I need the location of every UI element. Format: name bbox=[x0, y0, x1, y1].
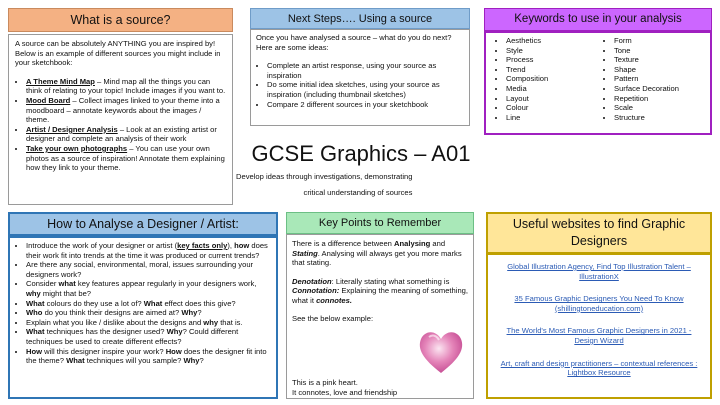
keyword-item: • Tone bbox=[614, 46, 706, 56]
keyword-item: • Colour bbox=[506, 103, 598, 113]
list-item: • Complete an artist response, using your source as inspiration bbox=[267, 61, 464, 80]
keyword-item: • Texture bbox=[614, 55, 706, 65]
keyword-item: • Scale bbox=[614, 103, 706, 113]
source-panel bbox=[8, 34, 233, 205]
keywords-list-left bbox=[490, 36, 598, 122]
keyword-item: • Form bbox=[614, 36, 706, 46]
analyse-item: • What techniques has the designer used? Why? Could different techniques be used to create different effects? bbox=[26, 327, 271, 346]
website-link-illustrationx[interactable]: Global Illustration Agency, Find Top Illustration Talent – IllustrationX bbox=[507, 262, 691, 281]
next-steps-list bbox=[256, 61, 464, 109]
analyse-item: • Consider what key features appear regularly in your designers work, why might that be? bbox=[26, 279, 271, 298]
next-steps-intro: Once you have analysed a source – what do you do next? Here are some ideas: bbox=[256, 33, 452, 52]
next-steps-header bbox=[250, 8, 470, 29]
subtitle-line-2: critical understanding of sources bbox=[303, 188, 413, 197]
analyse-item: • Are there any social, environmental, moral, issues surrounding your designers work? bbox=[26, 260, 271, 279]
website-link-design-wizard[interactable]: The World's Most Famous Graphic Designers in 2021 - Design Wizard bbox=[506, 326, 692, 345]
websites-header bbox=[486, 212, 712, 254]
keyword-item: • Trend bbox=[506, 65, 598, 75]
next-steps-panel bbox=[250, 29, 470, 126]
list-item: • Take your own photographs – You can use your own photos as a source of inspiration! Annotate them explaining how they link to your theme. bbox=[26, 144, 226, 173]
keywords-list-right bbox=[598, 36, 706, 122]
analyse-item: • Explain what you like / dislike about the designs and why that is. bbox=[26, 318, 271, 328]
analyse-title: How to Analyse a Designer / Artist: bbox=[47, 217, 239, 231]
websites-title: Useful websites to find Graphic Designers bbox=[512, 217, 686, 248]
list-item: • Mood Board – Collect images linked to your theme into a moodboard – annotate keywords about the images / theme. bbox=[26, 96, 226, 125]
keyword-item: • Pattern bbox=[614, 74, 706, 84]
analyse-panel bbox=[8, 236, 278, 399]
website-link-shillington[interactable]: 35 Famous Graphic Designers You Need To Know (shillingtoneducation.com) bbox=[514, 294, 684, 313]
page-title: GCSE Graphics – A01 bbox=[251, 141, 471, 166]
analyse-item: • What colours do they use a lot of? What effect does this give? bbox=[26, 299, 271, 309]
keyword-item: • Repetition bbox=[614, 94, 706, 104]
websites-panel bbox=[486, 254, 712, 399]
keyword-item: • Composition bbox=[506, 74, 598, 84]
analyse-header bbox=[8, 212, 278, 236]
keyword-item: • Line bbox=[506, 113, 598, 123]
subtitle-line-1: Develop ideas through investigations, demonstrating bbox=[236, 172, 413, 181]
source-header bbox=[8, 8, 233, 32]
keyword-item: • Surface Decoration bbox=[614, 84, 706, 94]
source-list bbox=[15, 77, 226, 173]
key-points-heart-line: This is a pink heart. bbox=[292, 378, 358, 387]
keyword-item: • Structure bbox=[614, 113, 706, 123]
list-item: • A Theme Mind Map – Mind map all the things you can think of relating to your topic! Include images if you want to. bbox=[26, 77, 226, 96]
key-points-analysing: There is a difference between Analysing and Stating. Analysing will always get you more marks that stating. bbox=[292, 239, 462, 268]
key-points-title: Key Points to Remember bbox=[318, 217, 442, 229]
key-points-example-label: See the below example: bbox=[292, 313, 374, 323]
key-points-connotes-line: It connotes, love and friendship bbox=[292, 388, 398, 397]
website-link-lightbox[interactable]: Art, craft and design practitioners – contextual references : Lightbox Resource bbox=[500, 358, 698, 378]
keyword-item: • Aesthetics bbox=[506, 36, 598, 46]
keyword-item: • Layout bbox=[506, 94, 598, 104]
key-points-header bbox=[286, 212, 474, 234]
next-steps-title: Next Steps…. Using a source bbox=[287, 13, 433, 25]
keyword-item: • Process bbox=[506, 55, 598, 65]
keywords-header bbox=[484, 8, 712, 31]
keyword-item: • Shape bbox=[614, 65, 706, 75]
list-item: • Artist / Designer Analysis – Look at an existing artist or designer and complete an analysis of their work bbox=[26, 125, 226, 144]
list-item: • Do some initial idea sketches, using your source as inspiration (including thumbnail sketches) bbox=[267, 80, 464, 99]
analyse-item: • How will this designer inspire your work? How does the designer fit into the theme? What techniques will you sample? Why? bbox=[26, 347, 271, 366]
keyword-item: • Media bbox=[506, 84, 598, 94]
keyword-item: • Style bbox=[506, 46, 598, 56]
analyse-item: • Who do you think their designs are aimed at? Why? bbox=[26, 308, 271, 318]
list-item: • Compare 2 different sources in your sketchbook bbox=[267, 100, 464, 110]
key-points-panel bbox=[286, 234, 474, 399]
key-points-connotation: Connotation: Explaining the meaning of something, what it connotes. bbox=[292, 286, 469, 305]
analyse-list bbox=[15, 241, 271, 366]
analyse-item: • Introduce the work of your designer or artist (key facts only), how does their work fit into trends at the time it was produced or current trends? bbox=[26, 241, 271, 260]
source-title: What is a source? bbox=[70, 13, 171, 27]
source-intro: A source can be absolutely ANYTHING you are inspired by! Below is an example of different sources you might include in your sketchbook: bbox=[15, 39, 221, 68]
keywords-title: Keywords to use in your analysis bbox=[514, 13, 682, 25]
heart-icon bbox=[415, 325, 467, 377]
key-points-denotation: Denotation: Literally stating what something is bbox=[292, 276, 450, 286]
keywords-panel bbox=[484, 31, 712, 135]
